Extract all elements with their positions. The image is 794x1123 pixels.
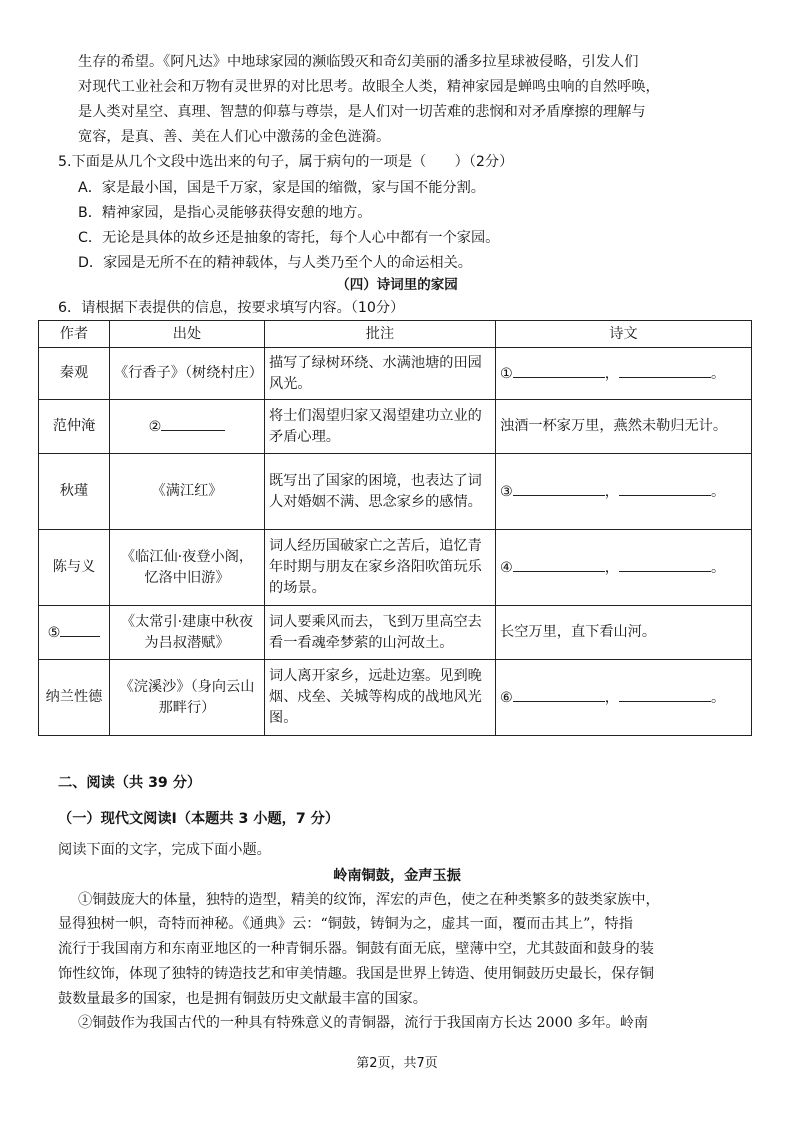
blank-end: 。 — [710, 365, 726, 382]
cell-source-blank[interactable] — [110, 400, 265, 454]
header-poem: 诗文 — [496, 321, 752, 348]
blank-marker: ③ — [500, 483, 513, 500]
question-5-stem: 5.下面是从几个文段中选出来的句子，属于病句的一项是（ ）（2分） — [58, 154, 514, 170]
cell-note: 既写出了国家的困境，也表达了词人对婚姻不满、思念家乡的感情。 — [265, 454, 496, 530]
cell-author: 秋瑾 — [39, 454, 110, 530]
cell-note: 将士们渴望归家又渴望建功立业的矛盾心理。 — [265, 400, 496, 454]
cell-source: 《满江红》 — [110, 454, 265, 530]
cell-author: 范仲淹 — [39, 400, 110, 454]
cell-note: 描写了绿树环绕、水满池塘的田园风光。 — [265, 348, 496, 400]
cell-author-blank[interactable] — [39, 606, 110, 660]
article-line: 鼓数量最多的国家，也是拥有铜鼓历史文献最丰富的国家。 — [58, 991, 427, 1007]
section-4-title: （四）诗词里的家园 — [336, 277, 458, 293]
table-row — [39, 530, 752, 606]
answer-blank[interactable] — [161, 416, 225, 431]
table-row — [39, 454, 752, 530]
cell-author: 陈与义 — [39, 530, 110, 606]
article-line: 饰性纹饰，体现了独特的铸造技艺和审美情趣。我国是世界上铸造、使用铜鼓历史最长，保存铜 — [58, 966, 654, 982]
answer-blank[interactable] — [513, 481, 605, 496]
header-source: 出处 — [110, 321, 265, 348]
answer-blank[interactable] — [60, 622, 100, 637]
intro-line: 对现代工业社会和万物有灵世界的对比思考。故眼全人类，精神家园是蝉鸣虫响的自然呼唤， — [78, 79, 660, 95]
table-header-row — [39, 321, 752, 348]
poetry-table — [38, 320, 752, 736]
cell-note: 词人要乘风而去，飞到万里高空去看一看魂牵梦萦的山河故土。 — [265, 606, 496, 660]
blank-marker: ⑥ — [500, 689, 513, 706]
cell-source: 《临江仙·夜登小阁，忆洛中旧游》 — [110, 530, 265, 606]
cell-poem: 长空万里，直下看山河。 — [496, 606, 752, 660]
reading-1-instruction: 阅读下面的文字，完成下面小题。 — [58, 842, 271, 858]
cell-author: 纳兰性德 — [39, 660, 110, 736]
answer-blank[interactable] — [619, 481, 711, 496]
question-5-option-c: C．无论是具体的故乡还是抽象的寄托，每个人心中都有一个家园。 — [78, 230, 500, 246]
article-line: 流行于我国南方和东南亚地区的一种青铜乐器。铜鼓有面无底，壁薄中空，尤其鼓面和鼓身的装 — [58, 941, 654, 957]
table-row — [39, 660, 752, 736]
question-6-stem: 6．请根据下表提供的信息，按要求填写内容。（10分） — [58, 300, 405, 316]
cell-source: 《太常引·建康中秋夜为吕叔潜赋》 — [110, 606, 265, 660]
answer-blank[interactable] — [619, 363, 711, 378]
blank-marker: ⑤ — [47, 624, 61, 641]
blank-separator: ， — [604, 483, 619, 500]
reading-1-title: （一）现代文阅读Ⅰ（本题共 3 小题，7 分） — [58, 811, 340, 827]
part-2-title: 二、阅读（共 39 分） — [58, 775, 202, 791]
blank-marker: ④ — [500, 559, 513, 576]
intro-line: 宽容，是真、善、美在人们心中激荡的金色涟漪。 — [78, 129, 391, 145]
article-title: 岭南铜鼓，金声玉振 — [333, 868, 461, 884]
question-5-option-a: A．家是最小国，国是千万家，家是国的缩微，家与国不能分割。 — [78, 180, 485, 196]
table-row — [39, 400, 752, 454]
cell-author: 秦观 — [39, 348, 110, 400]
cell-poem-blank[interactable] — [496, 348, 752, 400]
article-paragraph-2: ②铜鼓作为我国古代的一种具有特殊意义的青铜器，流行于我国南方长达 2000 多年。岭南 — [78, 1015, 649, 1031]
table-row — [39, 606, 752, 660]
cell-source: 《行香子》（树绕村庄） — [110, 348, 265, 400]
blank-marker: ② — [148, 418, 162, 435]
blank-marker: ① — [500, 365, 513, 382]
cell-source: 《浣溪沙》（身向云山那畔行） — [110, 660, 265, 736]
article-line: 显得独树一帜，奇特而神秘。《通典》云：“铜鼓，铸铜为之，虚其一面，覆而击其上”，特指 — [58, 916, 633, 932]
cell-poem-blank[interactable] — [496, 530, 752, 606]
header-note: 批注 — [265, 321, 496, 348]
page-footer: 第2页，共7页 — [356, 1056, 438, 1071]
question-5-option-b: B．精神家园，是指心灵能够获得安憩的地方。 — [78, 205, 372, 221]
answer-blank[interactable] — [619, 557, 711, 572]
cell-note: 词人离开家乡，远赴边塞。见到晚烟、戍垒、关城等构成的战地风光图。 — [265, 660, 496, 736]
blank-separator: ， — [604, 689, 619, 706]
article-line: ①铜鼓庞大的体量，独特的造型，精美的纹饰，浑宏的声色，使之在种类繁多的鼓类家族中， — [78, 892, 660, 908]
cell-poem: 浊酒一杯家万里，燕然未勒归无计。 — [496, 400, 752, 454]
blank-end: 。 — [710, 483, 726, 500]
intro-line: 是人类对星空、真理、智慧的仰慕与尊崇，是人们对一切苦难的悲悯和对矛盾摩擦的理解与 — [78, 104, 646, 120]
answer-blank[interactable] — [513, 557, 605, 572]
blank-separator: ， — [604, 559, 619, 576]
cell-note: 词人经历国破家亡之苦后，追忆青年时期与朋友在家乡洛阳吹笛玩乐的场景。 — [265, 530, 496, 606]
intro-line: 生存的希望。《阿凡达》中地球家园的濒临毁灭和奇幻美丽的潘多拉星球被侵略，引发人们 — [78, 54, 639, 70]
blank-end: 。 — [710, 689, 726, 706]
question-5-option-d: D．家园是无所不在的精神载体，与人类乃至个人的命运相关。 — [78, 255, 472, 271]
cell-poem-blank[interactable] — [496, 454, 752, 530]
table-row — [39, 348, 752, 400]
cell-poem-blank[interactable] — [496, 660, 752, 736]
blank-separator: ， — [604, 365, 619, 382]
answer-blank[interactable] — [513, 687, 605, 702]
answer-blank[interactable] — [619, 687, 711, 702]
answer-blank[interactable] — [513, 363, 605, 378]
header-author: 作者 — [39, 321, 110, 348]
blank-end: 。 — [710, 559, 726, 576]
